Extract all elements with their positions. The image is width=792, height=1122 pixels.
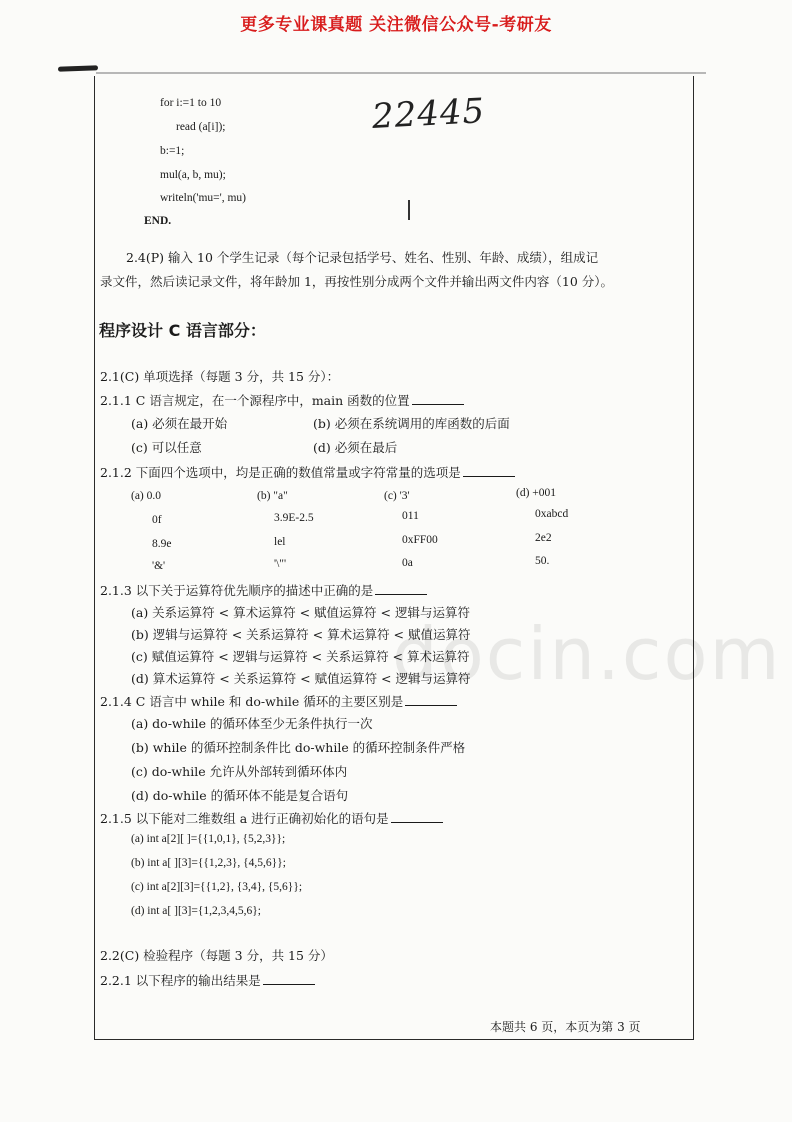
q212-cell: '\"' [274,558,287,570]
q214-option-c: (c) do-while 允许从外部转到循环体内 [131,764,348,779]
q221-stem-text: 2.2.1 以下程序的输出结果是 [100,973,261,988]
q215-option-a: (a) int a[2][ ]={{1,0,1}, {5,2,3}}; [131,833,286,845]
q215-option-b: (b) int a[ ][3]={{1,2,3}, {4,5,6}}; [131,857,286,869]
page-footer: 本题共 6 页，本页为第 3 页 [490,1020,641,1034]
q211-stem [100,392,464,408]
pen-mark [408,200,410,220]
q212-cell: 8.9e [152,538,172,550]
s22-header: 2.2(C) 检验程序（每题 3 分，共 15 分） [100,948,333,963]
q212-cell: lel [274,536,286,548]
q214-stem-text: 2.1.4 C 语言中 while 和 do-while 循环的主要区别是 [100,694,404,709]
q212-cell: 011 [402,510,419,522]
q212-stem-text: 2.1.2 下面四个选项中，均是正确的数值常量或字符常量的选项是 [100,465,461,480]
answer-blank [263,972,315,985]
code-line-4: mul(a, b, mu); [160,169,226,181]
q213-stem-text: 2.1.3 以下关于运算符优先顺序的描述中正确的是 [100,583,374,598]
code-line-1: for i:=1 to 10 [160,97,222,109]
q213-option-c: (c) 赋值运算符 < 逻辑与运算符 < 关系运算符 < 算术运算符 [131,649,470,664]
section-title: 程序设计 C 语言部分： [99,321,266,340]
q213-option-d: (d) 算术运算符 < 关系运算符 < 赋值运算符 < 逻辑与运算符 [131,671,471,686]
q211-option-b: (b) 必须在系统调用的库函数的后面 [313,416,510,431]
q211-option-c: (c) 可以任意 [131,440,202,455]
q212-cell: (b) "a" [257,490,288,502]
q24-line2: 录文件，然后读记录文件，将年龄加 1，再按性别分成两个文件并输出两文件内容（10 分）。 [100,274,614,289]
q211-stem-text: 2.1.1 C 语言规定，在一个源程序中，main 函数的位置 [100,393,410,408]
handwritten-number: 22445 [371,91,487,137]
q212-cell: 0xabcd [535,508,569,520]
q212-stem [100,464,515,480]
q214-option-d: (d) do-while 的循环体不能是复合语句 [131,788,349,803]
q212-cell: (c) '3' [384,490,410,502]
q213-stem [100,582,427,598]
q212-cell: 3.9E-2.5 [274,512,314,524]
scan-smudge [58,65,98,71]
q214-option-a: (a) do-while 的循环体至少无条件执行一次 [131,716,373,731]
watermark: docin.com [392,612,782,696]
q212-cell: 0xFF00 [402,534,438,546]
q24-line1: 2.4(P) 输入 10 个学生记录（每个记录包括学号、姓名、性别、年龄、成绩），组成记 [126,250,599,265]
q213-option-b: (b) 逻辑与运算符 < 关系运算符 < 算术运算符 < 赋值运算符 [131,627,471,642]
q215-stem [100,810,443,826]
q212-cell: 0a [402,557,413,569]
scan-top-line [96,72,706,74]
code-line-5: writeln('mu=', mu) [160,192,247,204]
answer-blank [412,392,464,405]
q215-option-d: (d) int a[ ][3]={1,2,3,4,5,6}; [131,905,261,917]
q215-stem-text: 2.1.5 以下能对二维数组 a 进行正确初始化的语句是 [100,811,389,826]
q212-cell: 2e2 [535,532,552,544]
q215-option-c: (c) int a[2][3]={{1,2}, {3,4}, {5,6}}; [131,881,303,893]
q212-cell: 50. [535,555,550,567]
code-line-3: b:=1; [160,145,185,157]
q213-option-a: (a) 关系运算符 < 算术运算符 < 赋值运算符 < 逻辑与运算符 [131,605,470,620]
answer-blank [375,582,427,595]
q212-cell: (a) 0.0 [131,490,162,502]
q214-option-b: (b) while 的循环控制条件比 do-while 的循环控制条件严格 [131,740,466,755]
answer-blank [391,810,443,823]
q211-option-a: (a) 必须在最开始 [131,416,228,431]
answer-blank [463,464,515,477]
q212-cell: 0f [152,514,162,526]
q212-cell: '&' [152,560,166,572]
banner-title: 更多专业课真题 关注微信公众号-考研友 [240,15,552,35]
q212-cell: (d) +001 [516,487,557,499]
page-frame [94,76,694,1040]
code-line-6: END. [144,215,172,227]
s21-header: 2.1(C) 单项选择（每题 3 分，共 15 分）： [100,369,340,384]
q221-stem [100,972,315,988]
code-line-2: read (a[i]); [176,121,226,133]
q211-option-d: (d) 必须在最后 [313,440,398,455]
